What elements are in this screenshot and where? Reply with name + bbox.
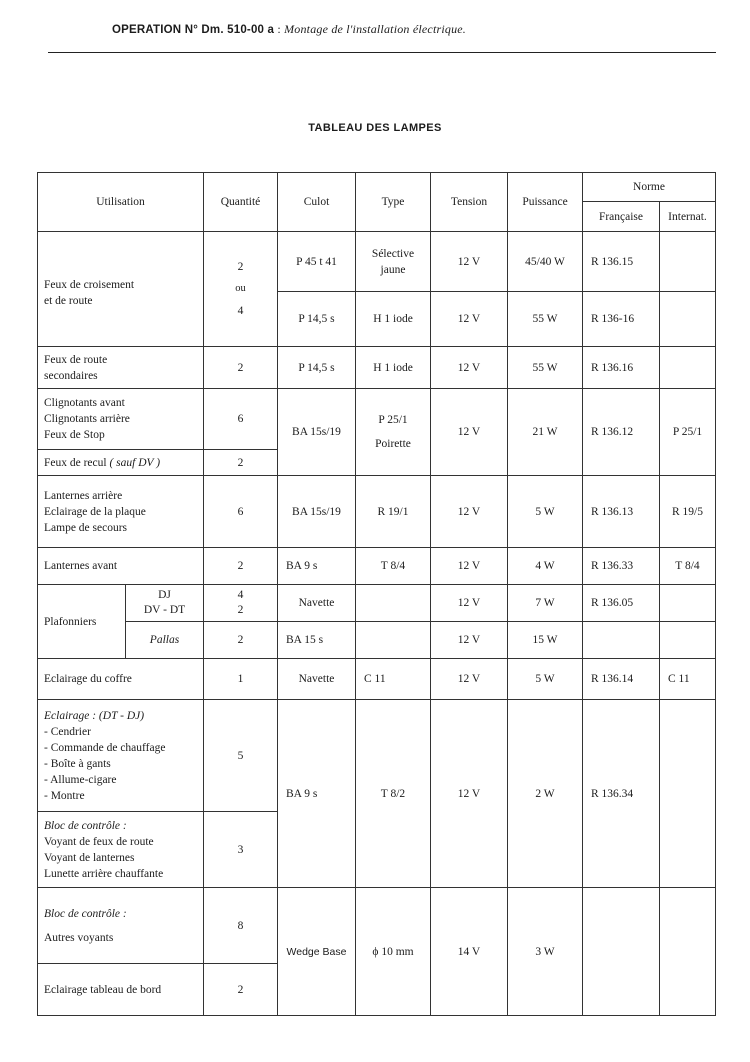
puissance-cell: 2 W <box>508 700 583 888</box>
tension-cell: 12 V <box>431 232 508 292</box>
tension-cell: 12 V <box>431 548 508 585</box>
page-header <box>112 22 466 37</box>
utilisation-text: et de route <box>44 295 93 307</box>
quantite-value: 2 <box>237 261 244 273</box>
norme-intl-cell: T 8/4 <box>660 548 716 585</box>
quantite-cell: 2 <box>204 450 278 476</box>
quantite-cell: 2 <box>204 964 278 1016</box>
col-header-puissance: Puissance <box>508 173 583 232</box>
tension-cell: 12 V <box>431 700 508 888</box>
tension-cell: 12 V <box>431 476 508 548</box>
utilisation-text: Eclairage de la plaque <box>44 505 146 518</box>
tension-cell: 12 V <box>431 292 508 347</box>
utilisation-text: Autres voyants <box>44 931 114 944</box>
utilisation-cell: Lanternes avant <box>38 548 204 585</box>
type-cell: T 8/4 <box>356 548 431 585</box>
norme-intl-cell <box>660 888 716 1016</box>
table-row <box>38 232 716 292</box>
quantite-or: ou <box>235 283 246 294</box>
puissance-cell: 5 W <box>508 476 583 548</box>
quantite-cell: 1 <box>204 659 278 700</box>
type-cell <box>356 389 431 476</box>
quantite-cell <box>204 232 278 347</box>
norme-fr-cell: R 136.05 <box>583 585 660 622</box>
culot-cell: Navette <box>278 659 356 700</box>
utilisation-cell <box>38 888 204 964</box>
tension-cell: 12 V <box>431 585 508 622</box>
quantite-cell: 3 <box>204 812 278 888</box>
quantite-cell <box>204 585 278 622</box>
norme-intl-cell <box>660 585 716 622</box>
table-row <box>38 548 716 585</box>
utilisation-text: Clignotants arrière <box>44 413 130 425</box>
utilisation-cell <box>38 812 204 888</box>
sub-utilisation-text: DJ <box>158 589 171 601</box>
utilisation-note: ( sauf DV ) <box>109 456 161 469</box>
table-row <box>38 659 716 700</box>
col-header-type: Type <box>356 173 431 232</box>
tension-cell: 12 V <box>431 389 508 476</box>
utilisation-cell <box>38 232 204 347</box>
utilisation-heading: Bloc de contrôle : <box>44 907 127 920</box>
quantite-value: 2 <box>237 604 244 616</box>
puissance-cell: 21 W <box>508 389 583 476</box>
lamp-table <box>37 172 716 1016</box>
norme-intl-cell <box>660 232 716 292</box>
table-row <box>38 389 716 450</box>
quantite-value: 4 <box>237 589 244 601</box>
norme-fr-cell: R 136.14 <box>583 659 660 700</box>
type-text: Sélective <box>371 247 415 260</box>
utilisation-cell: Eclairage du coffre <box>38 659 204 700</box>
quantite-cell: 5 <box>204 700 278 812</box>
norme-fr-cell: R 136.13 <box>583 476 660 548</box>
utilisation-text: Voyant de feux de route <box>44 835 154 848</box>
utilisation-heading: Eclairage : (DT - DJ) <box>44 709 145 722</box>
culot-cell: Navette <box>278 585 356 622</box>
utilisation-text: Feux de croisement <box>44 279 135 291</box>
utilisation-text: Feux de recul <box>44 456 110 469</box>
norme-intl-cell: P 25/1 <box>660 389 716 476</box>
puissance-cell: 5 W <box>508 659 583 700</box>
utilisation-cell <box>38 476 204 548</box>
utilisation-cell <box>38 389 204 450</box>
culot-cell: BA 9 s <box>278 548 356 585</box>
table-row <box>38 347 716 389</box>
type-text: jaune <box>380 263 406 276</box>
table-row <box>38 476 716 548</box>
utilisation-text: - Montre <box>44 789 85 802</box>
norme-fr-cell: R 136.33 <box>583 548 660 585</box>
puissance-cell: 55 W <box>508 347 583 389</box>
tension-cell: 12 V <box>431 622 508 659</box>
culot-cell: BA 15s/19 <box>278 476 356 548</box>
utilisation-text: Feux de Stop <box>44 429 105 441</box>
norme-intl-cell: R 19/5 <box>660 476 716 548</box>
utilisation-cell <box>38 450 204 476</box>
col-header-utilisation: Utilisation <box>38 173 204 232</box>
table-title: TABLEAU DES LAMPES <box>308 122 442 134</box>
puissance-cell: 4 W <box>508 548 583 585</box>
norme-fr-cell: R 136-16 <box>583 292 660 347</box>
norme-intl-cell <box>660 292 716 347</box>
norme-fr-cell <box>583 622 660 659</box>
quantite-value: 4 <box>237 305 244 317</box>
type-cell <box>356 232 431 292</box>
puissance-cell: 55 W <box>508 292 583 347</box>
col-header-tension: Tension <box>431 173 508 232</box>
utilisation-text: - Cendrier <box>44 725 91 738</box>
operation-description: Montage de l'installation électrique. <box>284 22 467 36</box>
table-row <box>38 585 716 622</box>
norme-intl-cell <box>660 622 716 659</box>
header-rule <box>48 52 716 53</box>
utilisation-text: Feux de route <box>44 353 108 366</box>
tension-cell: 14 V <box>431 888 508 1016</box>
col-header-francaise: Française <box>583 202 660 232</box>
norme-fr-cell: R 136.34 <box>583 700 660 888</box>
utilisation-cell <box>38 347 204 389</box>
type-cell: T 8/2 <box>356 700 431 888</box>
sub-utilisation-text: DV - DT <box>143 604 186 616</box>
culot-cell: P 14,5 s <box>278 347 356 389</box>
puissance-cell: 45/40 W <box>508 232 583 292</box>
col-header-norme: Norme <box>583 173 716 202</box>
utilisation-text: Lampe de secours <box>44 521 128 534</box>
header-separator: : <box>274 22 285 36</box>
utilisation-heading: Bloc de contrôle : <box>44 819 127 832</box>
quantite-cell: 6 <box>204 389 278 450</box>
culot-cell: BA 9 s <box>278 700 356 888</box>
puissance-cell: 3 W <box>508 888 583 1016</box>
utilisation-text: Voyant de lanternes <box>44 851 135 864</box>
norme-fr-cell: R 136.12 <box>583 389 660 476</box>
type-cell: H 1 iode <box>356 292 431 347</box>
norme-intl-cell: C 11 <box>660 659 716 700</box>
table-row <box>38 622 716 659</box>
type-text: P 25/1 <box>378 414 408 426</box>
utilisation-text: - Commande de chauffage <box>44 741 166 754</box>
type-cell: R 19/1 <box>356 476 431 548</box>
tension-cell: 12 V <box>431 347 508 389</box>
quantite-cell: 2 <box>204 622 278 659</box>
utilisation-cell <box>38 700 204 812</box>
utilisation-text: - Boîte à gants <box>44 757 111 770</box>
norme-fr-cell: R 136.15 <box>583 232 660 292</box>
tension-cell: 12 V <box>431 659 508 700</box>
col-header-quantite: Quantité <box>204 173 278 232</box>
quantite-cell: 2 <box>204 548 278 585</box>
culot-cell: BA 15s/19 <box>278 389 356 476</box>
utilisation-text: secondaires <box>44 369 98 382</box>
type-cell: ϕ 10 mm <box>356 888 431 1016</box>
utilisation-text: Clignotants avant <box>44 397 125 409</box>
col-header-culot: Culot <box>278 173 356 232</box>
norme-fr-cell <box>583 888 660 1016</box>
type-cell <box>356 585 431 622</box>
utilisation-text: Lunette arrière chauffante <box>44 867 164 880</box>
type-text: Poirette <box>375 438 411 450</box>
culot-cell: P 45 t 41 <box>278 232 356 292</box>
norme-intl-cell <box>660 700 716 888</box>
col-header-internat: Internat. <box>660 202 716 232</box>
type-cell: C 11 <box>356 659 431 700</box>
utilisation-cell: Plafonniers <box>38 585 126 659</box>
type-cell: H 1 iode <box>356 347 431 389</box>
quantite-cell: 6 <box>204 476 278 548</box>
culot-cell: BA 15 s <box>278 622 356 659</box>
quantite-cell: 8 <box>204 888 278 964</box>
culot-cell: Wedge Base <box>278 888 356 1016</box>
puissance-cell: 7 W <box>508 585 583 622</box>
table-row <box>38 888 716 964</box>
culot-cell: P 14,5 s <box>278 292 356 347</box>
utilisation-cell: Eclairage tableau de bord <box>38 964 204 1016</box>
norme-intl-cell <box>660 347 716 389</box>
type-cell <box>356 622 431 659</box>
norme-fr-cell: R 136.16 <box>583 347 660 389</box>
table-row <box>38 700 716 812</box>
puissance-cell: 15 W <box>508 622 583 659</box>
operation-number: OPERATION N° Dm. 510-00 a <box>112 24 275 36</box>
sub-utilisation-cell: Pallas <box>126 622 204 659</box>
sub-utilisation-cell <box>126 585 204 622</box>
utilisation-text: - Allume-cigare <box>44 773 117 786</box>
quantite-cell: 2 <box>204 347 278 389</box>
utilisation-text: Lanternes arrière <box>44 489 123 502</box>
